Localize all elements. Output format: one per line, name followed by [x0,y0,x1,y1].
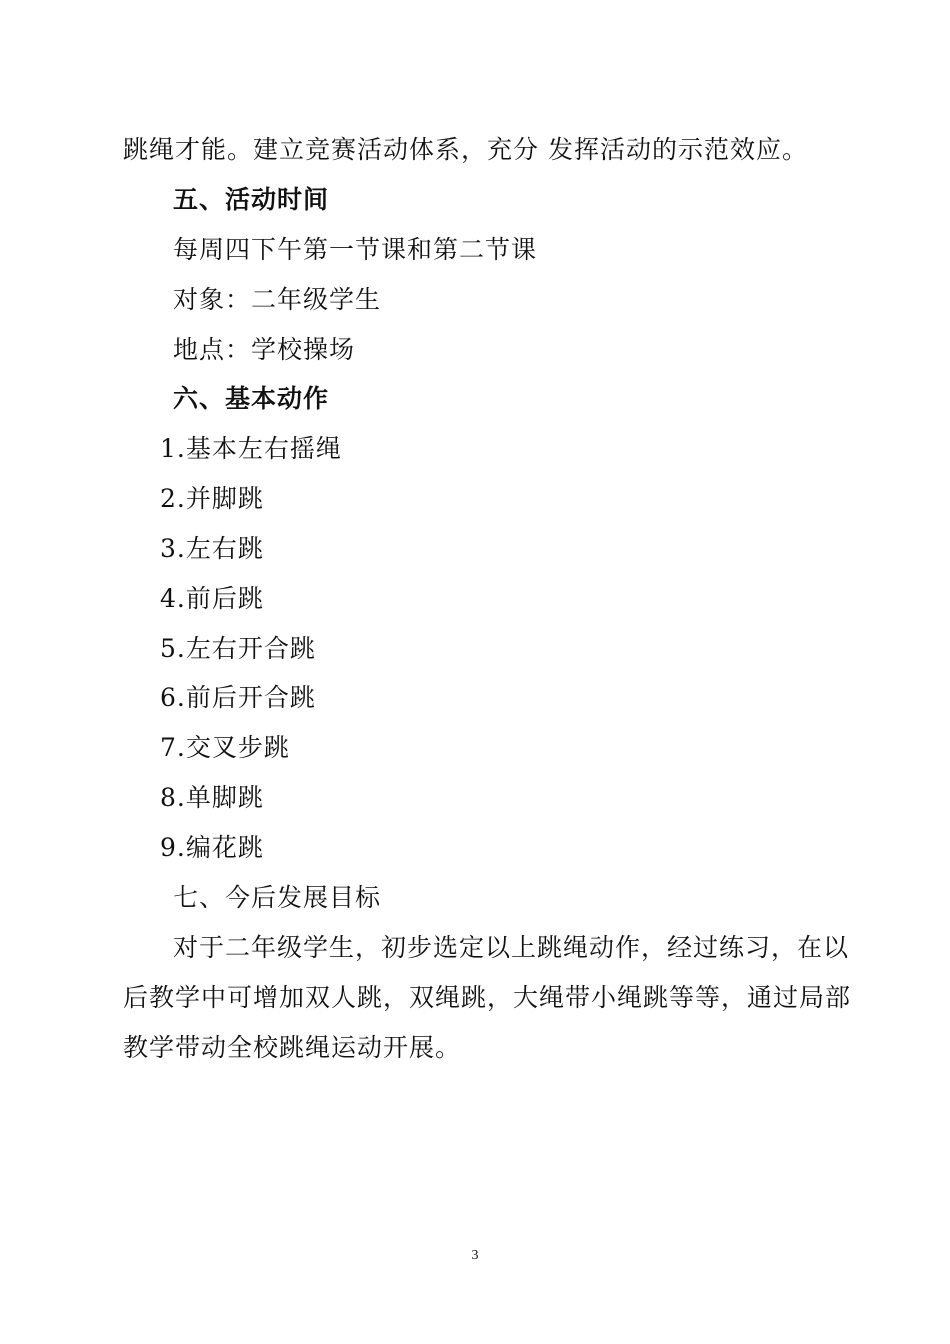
list-item: 2.并脚跳 [160,484,264,513]
paragraph-line: 后教学中可增加双人跳，双绳跳，大绳带小绳跳等等，通过局部 [123,983,852,1012]
page-number: 3 [471,1248,479,1263]
list-item: 4.前后跳 [160,584,264,613]
list-item: 5.左右开合跳 [160,634,316,663]
list-item: 8.单脚跳 [160,783,264,812]
activity-target-text: 对象：二年级学生 [173,285,382,314]
list-item: 9.编花跳 [160,833,264,862]
list-item: 7.交叉步跳 [160,733,290,762]
section-heading-basic-moves: 六、基本动作 [173,384,330,413]
activity-time-text: 每周四下午第一节课和第二节课 [173,235,538,264]
section-heading-activity-time: 五、活动时间 [173,185,330,214]
paragraph-line: 教学带动全校跳绳运动开展。 [123,1033,462,1062]
paragraph-line: 对于二年级学生，初步选定以上跳绳动作，经过练习，在以 [173,933,850,962]
activity-location-text: 地点：学校操场 [173,335,356,364]
list-item: 6.前后开合跳 [160,683,316,712]
paragraph-continuation: 跳绳才能。建立竞赛活动体系，充分 发挥活动的示范效应。 [123,135,808,164]
section-heading-future-goals: 七、今后发展目标 [173,883,382,912]
list-item: 3.左右跳 [160,534,264,563]
list-item: 1.基本左右摇绳 [160,434,342,463]
